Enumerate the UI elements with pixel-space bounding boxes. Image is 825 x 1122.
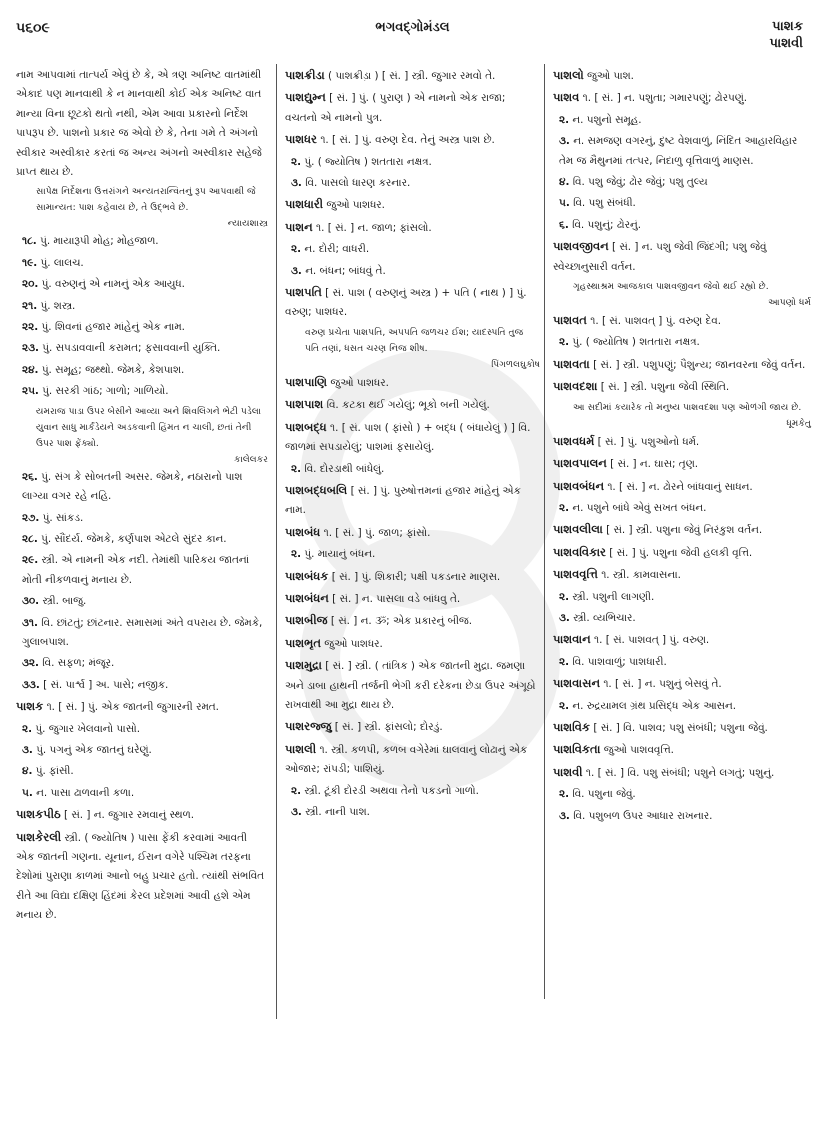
headword: પાશપતિ xyxy=(285,285,322,300)
sense-number: ૫. xyxy=(22,786,33,799)
quotation-text: યમરાજ પાડા ઉપર બેસીને આવ્યા અને શિવલિંગને ભેટી પડેલા યુવાન સાધુ માર્કંડેયને અડકવાની હિંમત ન ચાલી, છતાં તેની ઉપર પાશ ફેંક્યો. xyxy=(36,405,262,449)
column-divider xyxy=(544,64,545,999)
sense xyxy=(553,173,811,192)
definition: પું. સપડાવવાની કરામત; ફસાવવાની યુક્તિ. xyxy=(42,342,221,355)
sense xyxy=(285,262,540,281)
sense-number: ૩૦. xyxy=(22,595,40,608)
headword: પાશવ xyxy=(553,90,580,105)
definition: ન. પાસા ઢાળવાની કળા. xyxy=(36,786,135,799)
definition: ૧. [ સં. પાશવત્ ] પું. વરુણ દેવ. xyxy=(590,315,722,328)
definition: વિ. પાસલો ધારણ કરનાર. xyxy=(305,177,411,190)
sense xyxy=(553,807,811,826)
headword: પાશવજીવન xyxy=(553,239,609,254)
definition: [ સં. ] સ્ત્રી. ( તાંત્રિક ) એક જાતની મુદ્રા. જમણા અને ડાબા હાથની તર્જની ભેગી કરી દરેકના છેડા ઉપર અંગૂઠો રાખવાથી આ મુદ્રા થાય છે. xyxy=(285,660,536,711)
definition: પું. વરુણનું એ નામનું એક આયુધ. xyxy=(41,278,185,291)
sense-number: ૩. xyxy=(291,806,302,818)
sense xyxy=(553,333,811,352)
definition: સ્ત્રી. નાની પાશ. xyxy=(305,806,370,818)
definition: સ્ત્રી. ટૂંકી દોરડી અથવા તેનો પકડનો ગાળો. xyxy=(304,784,479,797)
sense xyxy=(16,741,268,760)
sense-number: ૨. xyxy=(559,336,570,349)
dictionary-entry xyxy=(553,477,811,497)
sense-number: ૬. xyxy=(559,218,569,231)
definition: વિ. પશુબળ ઉપર આધાર રાખનાર. xyxy=(573,809,713,822)
sense xyxy=(285,460,540,479)
dictionary-entry xyxy=(553,377,811,397)
dictionary-entry xyxy=(16,697,268,717)
dictionary-entry xyxy=(285,567,540,587)
quotation-source: આપણો ધર્મ xyxy=(768,297,811,309)
quotation xyxy=(285,325,540,373)
sense-number: ૨. xyxy=(22,722,33,735)
sense xyxy=(16,254,268,273)
definition: ન. પશુને બાંધે એવું સખત બંધન. xyxy=(572,501,707,514)
sense-number: ૩. xyxy=(559,809,570,822)
definition: ૧. [ સં. ] ન. પશુતા; ગમારપણું; ઢોરપણું. xyxy=(582,92,748,105)
sense-number: ૨. xyxy=(559,699,570,712)
definition: જુઓ પાશધર. xyxy=(324,637,383,650)
definition: ૧. સ્ત્રી. કામવાસના. xyxy=(601,569,681,582)
dictionary-entry xyxy=(553,454,811,474)
dictionary-entry xyxy=(553,763,811,783)
headword: પાશભૃત xyxy=(285,635,321,650)
quotation-source: પિંગળલઘુકોષ xyxy=(491,358,540,370)
sense-number: ૩૩. xyxy=(22,678,40,691)
quotation xyxy=(553,400,811,432)
definition: પું. સરકી ગાંઠ; ગાળો; ગાળિયો. xyxy=(42,385,169,398)
definition: પું. સૌંદર્ય. જેમકે, કર્ણપાશ એટલે સુંદર કાન. xyxy=(41,532,227,545)
dictionary-entry xyxy=(285,634,540,654)
sense-number: ૪. xyxy=(559,176,570,189)
dictionary-entry xyxy=(553,311,811,331)
dictionary-entry xyxy=(553,740,811,760)
sense-number: ૨૮. xyxy=(22,532,38,545)
sense xyxy=(16,339,268,358)
guide-word-last: પાશવી xyxy=(769,36,803,51)
headword: પાશવિક xyxy=(553,719,591,734)
headword: પાશવપાલન xyxy=(553,456,607,471)
quotation-source: કાલેલકર xyxy=(234,453,268,465)
guide-words xyxy=(770,18,803,52)
definition: [ સં. ] સ્ત્રી. પશુના જેવી સ્થિતિ. xyxy=(600,381,730,394)
definition: ( પાશક્રીડ઼ા ) [ સં. ] સ્ત્રી. જુગાર રમવો તે. xyxy=(328,70,496,82)
dictionary-entry xyxy=(553,237,811,277)
definition: સ્ત્રી. બાજુ. xyxy=(42,595,87,608)
headword: પાશવત xyxy=(553,313,587,328)
headword: પાશબંધ xyxy=(285,524,321,539)
sense xyxy=(285,153,540,172)
sense xyxy=(285,782,540,801)
definition: પું. સંગ કે સોબતની અસર. જેમકે, નઠારાનો પાશ લાગ્યા વગર રહે નહિ. xyxy=(22,470,243,503)
sense xyxy=(16,382,268,401)
dictionary-entry xyxy=(553,674,811,694)
column-3 xyxy=(553,66,811,828)
definition: [ સં. ] ન. ૐ; એક પ્રકારનું બીજ. xyxy=(330,615,473,628)
sense-number: ૩૧. xyxy=(22,616,38,629)
dictionary-entry xyxy=(553,88,811,108)
headword: પાશદ્યુમ્ન xyxy=(285,90,326,105)
sense xyxy=(285,174,540,193)
definition: પું. પગનું એક જાતનું ઘરેણું. xyxy=(36,743,152,756)
sense xyxy=(553,785,811,804)
dictionary-entry xyxy=(16,828,268,926)
headword: પાશમુદ્રા xyxy=(285,658,322,673)
dictionary-entry xyxy=(285,418,540,458)
definition: [ સં. ] પું. પશુના જેવી હલકી વૃત્તિ. xyxy=(609,546,753,559)
quotation-text: વરુણ પ્રચેતા પાશપતિ, અપપતિ જળચર ઈશ; યાદસ્પતિ તુજ પતિ તણાં, ધસત ચરણ નિજ શીષ. xyxy=(305,326,524,354)
definition: પું. જુગાર ખેલવાનો પાસો. xyxy=(35,722,141,735)
quotation-text: સાપેક્ષ નિર્દેશના ઉત્તરાંગને અન્યતરાન્વિતનું રૂપ આપવાથી જે સામાન્યત: પાશ કહેવાય છે, તે ઉદ્ભવે છે. xyxy=(36,186,256,214)
definition: પું. ફાંસી. xyxy=(35,765,74,778)
dictionary-entry xyxy=(16,805,268,825)
dictionary-entry xyxy=(285,717,540,737)
headword: પાશધર xyxy=(285,132,317,147)
headword: પાશબીજ xyxy=(285,613,328,628)
sense-number: ૨. xyxy=(291,155,302,168)
headword: પાશરજ્જુ xyxy=(285,719,332,734)
definition: પું. સાંકડ. xyxy=(42,511,84,524)
headword: પાશન xyxy=(285,219,313,234)
definition: વિ. દોરડાથી બાંધેલું. xyxy=(304,462,385,475)
dictionary-entry xyxy=(285,88,540,128)
sense xyxy=(16,551,268,590)
definition: વિ. છાંટતું; છાંટનાર. સમાસમાં અંતે વપરાય છે. જેમકે, ગુલાબપાશ. xyxy=(22,616,263,648)
headword: પાશધારી xyxy=(285,197,324,212)
sense-number: ૧૮. xyxy=(22,235,37,248)
definition: ૧. [ સં. ] પું. વરુણ દેવ. તેનું અસ્ત્ર પાશ છે. xyxy=(320,134,495,147)
definition: ૧. [ સં. પાશવત્ ] પું. વરુણ. xyxy=(594,634,710,647)
sense xyxy=(16,509,268,528)
quotation-source: ધૂમકેતુ xyxy=(786,417,811,429)
sense xyxy=(16,530,268,549)
dictionary-entry xyxy=(285,523,540,543)
headword: પાશવદશા xyxy=(553,379,598,394)
sense xyxy=(16,275,268,294)
definition: ૧. [ સં. ] પું. જાળ; ફાંસો. xyxy=(323,526,431,539)
running-title: ભગવદ્ગોમંડલ xyxy=(375,20,450,35)
dictionary-entry xyxy=(285,373,540,393)
headword: પાશપાણિ xyxy=(285,374,328,389)
definition: સ્ત્રી. વ્યભિચાર. xyxy=(573,611,636,624)
definition: વિ. પશુ સંબંધી. xyxy=(573,197,636,210)
page-number: ૫૬૦૯ xyxy=(16,20,50,36)
sense-number: ૧૯. xyxy=(22,256,38,269)
sense xyxy=(553,111,811,130)
definition: પું. સમૂહ; જથ્થો. જેમકે, કેશપાશ. xyxy=(41,363,185,376)
definition: પું. માયાનું બંધન. xyxy=(304,548,376,561)
definition: ૧. [ સં. ] પું. એક જાતની જુગારની રમત. xyxy=(46,701,219,714)
dictionary-entry xyxy=(285,656,540,715)
headword: પાશબંધક xyxy=(285,568,329,583)
dictionary-entry xyxy=(553,432,811,452)
quotation xyxy=(553,279,811,311)
definition: ન. રુદ્રયામલ ગ્રંથ પ્રસિદ્ધ એક આસન. xyxy=(572,699,737,712)
definition: પું. શસ્ત્ર. xyxy=(40,299,76,312)
continued-text: નામ આપવામાં તાત્પર્ય એવું છે કે, એ ત્રણ અનિષ્ટ વાતમાંથી એકાદ પણ માનવાથી કે ન માનવાથી કોઈ એક અનિષ્ટ વાત માન્યા વિના છૂટકો થતો નથી, એમ આવા પ્રકારનો નિર્દેશ પાપરૂપ છે. પાશનો પ્રકાર જ એવો છે કે, તેના ગમે તે અંગનો સ્વીકાર અસ્વીકાર કરતાં જ અન્ય અંગનો અસ્વીકાર સહેજે પ્રાપ્ત થાય છે. xyxy=(16,69,262,179)
definition: પું. લાલચ. xyxy=(40,256,84,269)
headword: પાશબદ્ધ xyxy=(285,419,327,434)
definition: [ સં. ] પું. ( પુરાણ ) એ નામનો એક રાજા; વચતનો એ નામનો પુત્ર. xyxy=(285,92,506,124)
dictionary-entry xyxy=(285,218,540,238)
sense-number: ૨. xyxy=(559,655,570,668)
sense-number: ૩. xyxy=(291,177,302,190)
definition: ૧. [ સં. પાશ ( ફાંસો ) + બદ્ધ ( બંધાયેલું ) ] વિ. જાળમાં સપડાયેલું; પાશમાં ફસાયેલું. xyxy=(285,421,531,454)
sense xyxy=(16,762,268,781)
dictionary-entry xyxy=(285,130,540,150)
definition: જુઓ પાશ. xyxy=(587,70,634,82)
headword: પાશકપીઠ xyxy=(16,807,61,822)
dictionary-entry xyxy=(285,611,540,631)
sense xyxy=(285,803,540,822)
sense-number: ૫. xyxy=(559,197,570,210)
quotation-text: આ સદીમાં કયારેક તો મનુષ્ય પાશવદશા પણ ઓળંગી જાય છે. xyxy=(573,401,802,413)
headword: પાશવવિકાર xyxy=(553,544,606,559)
dictionary-entry xyxy=(553,66,811,86)
sense xyxy=(16,720,268,739)
dictionary-entry xyxy=(285,283,540,323)
definition: સ્ત્રી. એ નામની એક નદી. તેમાંથી પારિકય જાતનાં મોતી નીકળવાનું મનાય છે. xyxy=(22,554,250,586)
column-divider xyxy=(276,64,277,1019)
definition: [ સં. ] પું. પુરુષોત્તમનાં હજાર માંહેનું એક નામ. xyxy=(285,484,521,517)
dictionary-entry xyxy=(553,355,811,375)
definition: વિ. કટકા થઈ ગયેલું; ભૂકો બની ગયેલું. xyxy=(326,399,490,412)
page-header xyxy=(0,0,825,62)
definition: વિ. પાશવાળું; પાશધારી. xyxy=(572,655,667,668)
sense xyxy=(553,194,811,213)
headword: પાશલી xyxy=(285,741,317,756)
sense xyxy=(16,232,268,251)
definition: [ સં. ] સ્ત્રી. ફાંસલો; દોરડું. xyxy=(334,721,443,734)
definition: [ સં. ] ન. પાસલા વડે બાંધવુ તે. xyxy=(332,592,461,605)
dictionary-entry xyxy=(553,718,811,738)
definition: પું. શિવનાં હજાર માંહેનું એક નામ. xyxy=(41,321,185,334)
sense-number: ૩. xyxy=(22,743,33,756)
headword: પાશબંધન xyxy=(285,590,329,605)
definition: પું. ( જ્યોતિષ ) શતતારા નક્ષત્ર. xyxy=(572,336,700,349)
column-1 xyxy=(16,66,268,928)
headword: પાશવધર્મ xyxy=(553,433,595,448)
sense-number: ૨૨. xyxy=(22,321,39,334)
headword: પાશવિકતા xyxy=(553,742,601,757)
headword: પાશબદ્ધબલિ xyxy=(285,482,348,497)
quotation xyxy=(16,404,268,468)
definition: ૧. [ સં. ] ન. પશુનું બેસવું તે. xyxy=(603,678,722,691)
sense-number: ૩. xyxy=(559,611,570,624)
definition: વિ. પશુના જેવું. xyxy=(572,788,636,801)
definition: [ સં. ] પું. શિકારી; પક્ષી પકડનાર માણસ. xyxy=(331,570,501,583)
definition: વિ. સફળ; મંજૂર. xyxy=(42,657,115,670)
sense xyxy=(553,216,811,235)
quotation-source: ન્યાયશાસ્ત્ર xyxy=(227,218,268,230)
sense xyxy=(553,588,811,607)
dictionary-entry xyxy=(553,520,811,540)
definition: જુઓ પાશધર. xyxy=(330,376,389,389)
sense-number: ૨. xyxy=(559,501,570,514)
sense xyxy=(16,361,268,380)
definition: ન. દોરી; વાધરી. xyxy=(304,243,370,256)
sense-number: ૨૪. xyxy=(22,363,39,376)
definition: વિ. પશુ જેવું; ઢોર જેવું; પશુ તુલ્ય xyxy=(572,176,708,189)
sense-number: ૨૯. xyxy=(22,554,39,567)
dictionary-entry xyxy=(285,66,540,86)
headword: પાશક xyxy=(16,699,44,714)
column-2 xyxy=(285,66,540,824)
headword: પાશલો xyxy=(553,68,584,82)
definition: ૧. સ્ત્રી. કળપી, કળબ વગેરેમાં ઘાલવાનું લોઢાનું એક ઓજાર; રાંપડી; પાશિયું. xyxy=(285,743,528,776)
headword: પાશવી xyxy=(553,764,583,779)
definition: [ સં. ] ન. પશુ જેવી જિંદગી; પશુ જેવું સ્વેચ્છાનુસારી વર્તન. xyxy=(553,241,767,273)
dictionary-entry xyxy=(285,195,540,215)
sense-number: ૨૧. xyxy=(22,299,38,312)
headword: પાશક્રીડા xyxy=(285,68,325,82)
sense xyxy=(16,318,268,337)
sense-number: ૩. xyxy=(291,264,302,277)
dictionary-entry xyxy=(553,630,811,650)
sense-number: ૨૫. xyxy=(22,385,39,398)
dictionary-entry xyxy=(553,565,811,585)
headword: પાશપાશ xyxy=(285,397,324,412)
sense-number: ૪. xyxy=(22,765,33,778)
quotation xyxy=(16,184,268,232)
dictionary-entry xyxy=(285,589,540,609)
definition: સ્ત્રી. ( જ્યોતિષ ) પાસા ફેંકી કરવામાં આવતી એક જાતની ગણના. યૂનાન, ઈરાન વગેરે પશ્ચિમ તરફના દેશોમાં પુરાણા કાળમાં આનો બહુ પ્રચાર હતો. ત્યાંથી સંભવિત રીતે આ વિદ્યા દક્ષિણ હિંદમાં કેરલ પ્રદેશમાં આવી હશે એમ મનાય છે. xyxy=(16,831,265,922)
definition: [ સં. ] સ્ત્રી. પશુના જેવું નિરંકુશ વર્તન. xyxy=(606,524,763,537)
definition: [ સં. પાર્શ્વ ] અ. પાસે; નજીક. xyxy=(43,678,169,691)
sense xyxy=(553,697,811,716)
definition: પું. ( જ્યોતિષ ) શતતારા નક્ષત્ર. xyxy=(304,155,432,168)
sense xyxy=(16,676,268,695)
definition: [ સં. ] પું. પશુઓનો ધર્મ. xyxy=(597,435,700,448)
sense-number: ૨૭. xyxy=(22,511,40,524)
sense-number: ૨. xyxy=(559,590,570,603)
definition: ન. સમજણ વગરનું, દુષ્ટ વેશવાળું, નિંદિત આહારવિહાર તેમ જ મૈથુનમાં તત્પર, નિદાળુ વૃત્તિવાળું માણસ. xyxy=(559,135,798,167)
sense xyxy=(285,545,540,564)
sense xyxy=(16,784,268,803)
headword: પાશકેરલી xyxy=(16,829,62,844)
dictionary-entry xyxy=(285,395,540,415)
headword: પાશવાસન xyxy=(553,676,601,691)
sense-number: ૨. xyxy=(291,243,302,256)
definition: પું. માયારૂપી મોહ; મોહજાળ. xyxy=(40,235,159,248)
definition: વિ. પશુનું; ઢોરનું. xyxy=(572,218,641,231)
headword: પાશવવૃત્તિ xyxy=(553,567,598,582)
dictionary-entry xyxy=(285,481,540,521)
sense xyxy=(553,132,811,171)
dictionary-entry xyxy=(285,740,540,780)
headword: પાશવાન xyxy=(553,632,591,647)
definition: ૧. [ સં. ] ન. ઢોરને બાંધવાનું સાધન. xyxy=(607,480,753,493)
guide-word-first: પાશક xyxy=(772,19,803,34)
sense xyxy=(553,609,811,628)
sense xyxy=(16,468,268,507)
definition: સ્ત્રી. પશુની લાગણી. xyxy=(572,590,655,603)
sense xyxy=(553,653,811,672)
headword: પાશવતા xyxy=(553,356,590,371)
sense-number: ૩૨. xyxy=(22,657,39,670)
dictionary-entry xyxy=(553,543,811,563)
sense-number: ૨. xyxy=(559,113,570,126)
definition: ન. પશુનો સમૂહ. xyxy=(572,113,642,126)
definition: ૧. [ સં. ] વિ. પશુ સંબંધી; પશુને લગતું; પશુનું. xyxy=(585,766,775,779)
sense-number: ૨૩. xyxy=(22,342,39,355)
definition: [ સં. પાશ ( વરુણનું અસ્ત્ર ) + પતિ ( નાથ ) ] પું. વરુણ; પાશધર. xyxy=(285,287,527,319)
sense xyxy=(553,499,811,518)
sense xyxy=(16,614,268,653)
definition: [ સં. ] સ્ત્રી. પશુપણું; પૈશુન્ય; જાનવરના જેવું વર્તન. xyxy=(593,358,806,371)
sense-number: ૨. xyxy=(291,784,302,797)
sense-number: ૨. xyxy=(291,548,302,561)
sense-number: ૩. xyxy=(559,135,570,148)
sense-number: ૨૬. xyxy=(22,470,38,483)
definition: ૧. [ સં. ] ન. જાળ; ફાંસલો. xyxy=(316,221,432,234)
sense xyxy=(16,654,268,673)
definition: [ સં. ] વિ. પાશવ; પશુ સંબંધી; પશુના જેવું. xyxy=(593,721,768,734)
quotation-text: ગૃહસ્થાશ્રમ આજકાલ પાશવજીવન જેવો થઈ રહ્યો છે. xyxy=(573,281,769,293)
headword: પાશવલીલા xyxy=(553,522,603,537)
sense-number: ૨. xyxy=(291,462,302,475)
sense-number: ૨. xyxy=(559,788,570,801)
definition: [ સં. ] ન. જુગાર રમવાનું સ્થળ. xyxy=(64,809,195,822)
headword: પાશવબંધન xyxy=(553,478,605,493)
definition: ન. બંધન; બાંધવું તે. xyxy=(305,264,386,277)
definition: જુઓ પાશધર. xyxy=(326,199,385,212)
sense xyxy=(16,592,268,611)
sense xyxy=(16,297,268,316)
sense xyxy=(285,240,540,259)
definition: [ સં. ] ન. ઘાસ; તૃણ. xyxy=(610,458,699,471)
sense-number: ૨૦. xyxy=(22,278,39,291)
definition: જુઓ પાશવવૃત્તિ. xyxy=(603,744,674,757)
